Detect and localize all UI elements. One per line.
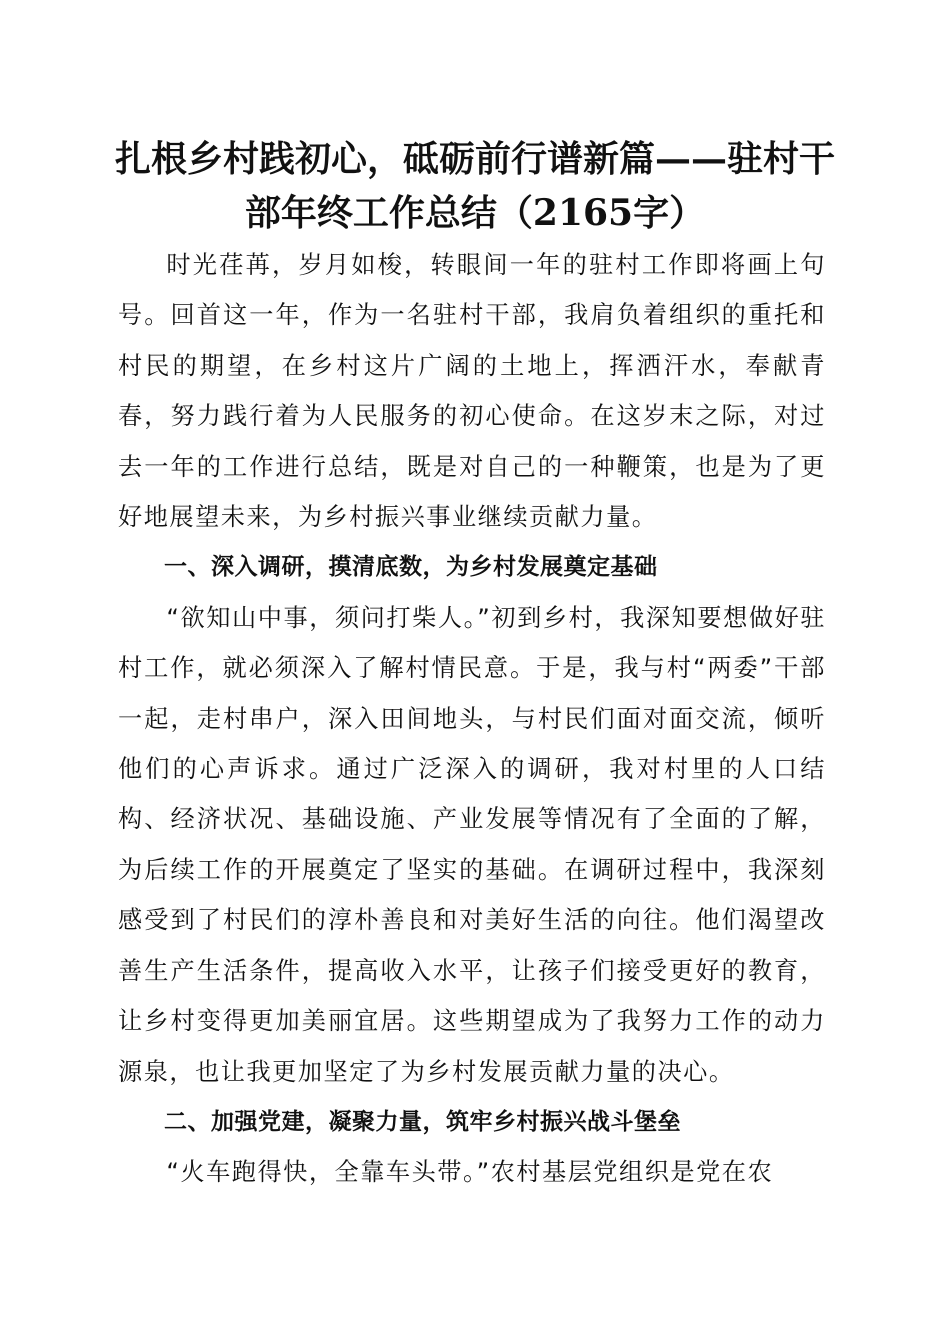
section-paragraph-1: “欲知山中事，须问打柴人。”初到乡村，我深知要想做好驻村工作，就必须深入了解村情民意。于是，我与村“两委”干部一起，走村串户，深入田间地头，与村民们面对面交流，倾听他们的心声诉求。通过广泛深入的调研，我对村里的人口结构、经济状况、基础设施、产业发展等情况有了全面的了解，为后续工作的开展奠定了坚实的基础。在调研过程中，我深刻感受到了村民们的淳朴善良和对美好生活的向往。他们渴望改善生产生活条件，提高收入水平，让孩子们接受更好的教育，让乡村变得更加美丽宜居。这些期望成为了我努力工作的动力源泉，也让我更加坚定了为乡村发展贡献力量的决心。 — [118, 603, 826, 1086]
section-heading-1: 一、深入调研，摸清底数，为乡村发展奠定基础 — [164, 554, 658, 581]
section-heading-2: 二、加强党建，凝聚力量，筑牢乡村振兴战斗堡垒 — [164, 1108, 681, 1135]
intro-paragraph: 时光荏苒，岁月如梭，转眼间一年的驻村工作即将画上句号。回首这一年，作为一名驻村干部，我肩负着组织的重托和村民的期望，在乡村这片广阔的土地上，挥洒汗水，奉献青春，努力践行着为人民服务的初心使命。在这岁末之际，对过去一年的工作进行总结，既是对自己的一种鞭策，也是为了更好地展望未来，为乡村振兴事业继续贡献力量。 — [118, 251, 826, 532]
section-paragraph-2: “火车跑得快，全靠车头带。”农村基层党组织是党在农 — [166, 1158, 774, 1187]
document-title: 扎根乡村践初心，砥砺前行谱新篇——驻村干部年终工作总结（2165字） — [114, 138, 835, 234]
document-body — [118, 240, 826, 1198]
